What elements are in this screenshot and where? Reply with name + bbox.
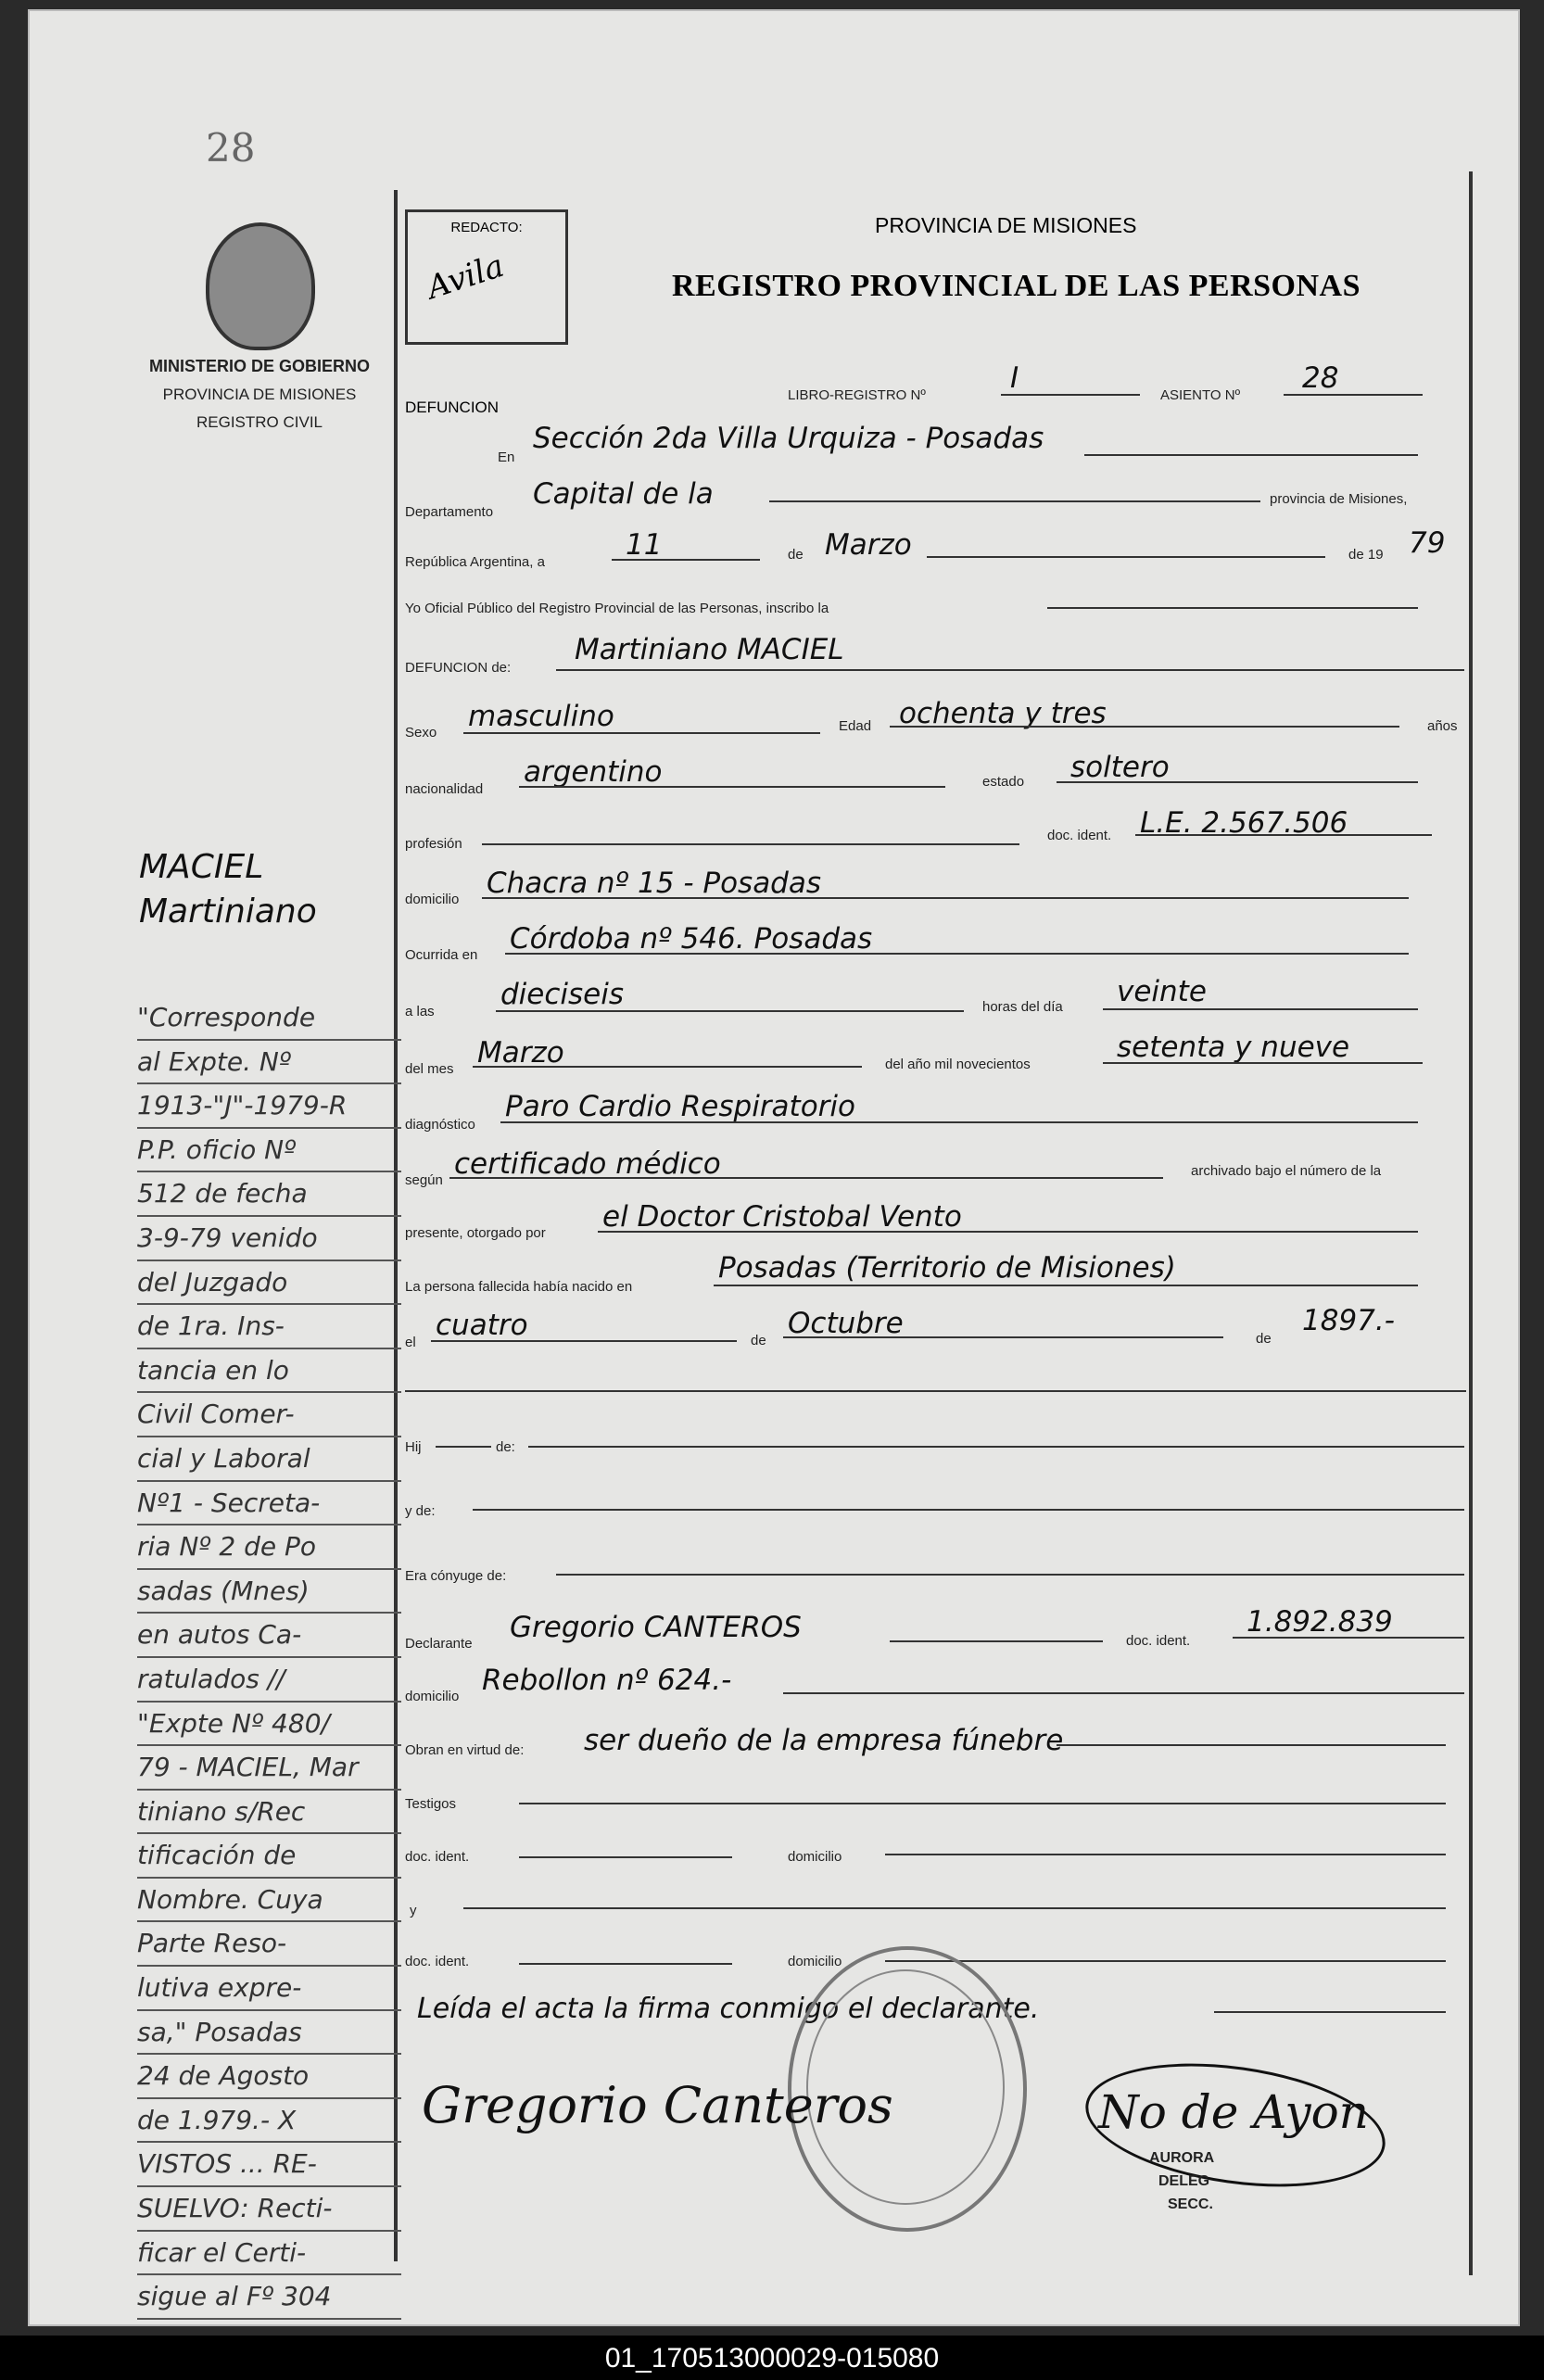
diagnostico-line [500, 1121, 1418, 1123]
margin-note-line: Civil Comer- [137, 1393, 401, 1437]
segun-line [449, 1177, 1163, 1179]
hij-label: Hij [405, 1439, 422, 1455]
mes-value: Marzo [825, 528, 912, 562]
asiento-line [1284, 394, 1423, 396]
margin-note-line: al Expte. Nº [137, 1041, 401, 1085]
hij-line [436, 1446, 491, 1448]
republica-label: República Argentina, a [405, 554, 545, 570]
stamp-text-1: AURORA [1149, 2150, 1215, 2166]
margin-note-line: SUELVO: Recti- [137, 2187, 401, 2232]
stamp-text-3: SECC. [1168, 2196, 1213, 2212]
asiento-value: 28 [1302, 361, 1339, 395]
doc-value: L.E. 2.567.506 [1140, 806, 1348, 840]
margin-note-line: 79 - MACIEL, Mar [137, 1746, 401, 1791]
mes-line [927, 556, 1325, 558]
el-line [431, 1340, 737, 1342]
dom2-line [783, 1692, 1464, 1694]
blank-line-1 [405, 1390, 1466, 1392]
doc3-line [519, 1856, 732, 1858]
horas-value: veinte [1117, 975, 1207, 1008]
sexo-value: masculino [468, 700, 614, 733]
presente-value: el Doctor Cristobal Vento [602, 1200, 962, 1234]
testigos-line [519, 1803, 1446, 1804]
delmes-value: Marzo [477, 1036, 564, 1070]
doc4-label: doc. ident. [405, 1954, 470, 1969]
conyuge-label: Era cónyuge de: [405, 1568, 507, 1584]
declarante-line [890, 1640, 1103, 1642]
margin-note-line: en autos Ca- [137, 1614, 401, 1658]
de3-label: de [1256, 1331, 1272, 1347]
margin-note-line: cial y Laboral [137, 1437, 401, 1482]
dom4-line [885, 1960, 1446, 1962]
margin-note-line: de 1.979.- X [137, 2099, 401, 2144]
margin-note-line: tancia en lo [137, 1349, 401, 1394]
defuncion-label: DEFUNCION de: [405, 660, 512, 676]
domicilio-line [482, 897, 1409, 899]
estado-label: estado [982, 774, 1025, 790]
delanio-label: del año mil novecientos [885, 1057, 1031, 1072]
archivado-label: archivado bajo el número de la [1191, 1163, 1382, 1179]
el-label: el [405, 1335, 416, 1350]
yde-label: y de: [405, 1503, 436, 1519]
de4-line [528, 1446, 1464, 1448]
margin-note-line: Nombre. Cuya [137, 1879, 401, 1923]
asiento-label: ASIENTO Nº [1160, 387, 1241, 403]
declarante-label: Declarante [405, 1636, 473, 1652]
margin-note-line: Parte Reso- [137, 1922, 401, 1967]
dom4-label: domicilio [788, 1954, 842, 1969]
ocurrida-value: Córdoba nº 546. Posadas [510, 922, 873, 956]
testigos-label: Testigos [405, 1796, 457, 1812]
de2-value: Octubre [788, 1307, 904, 1340]
profesion-line [482, 843, 1019, 845]
ocurrida-line [505, 953, 1409, 955]
nacido-value: Posadas (Territorio de Misiones) [718, 1251, 1176, 1285]
depto-line [769, 500, 1260, 502]
horas-label: horas del día [982, 999, 1063, 1015]
en-label: En [498, 449, 515, 465]
leida-line [1214, 2011, 1446, 2013]
diagnostico-label: diagnóstico [405, 1117, 475, 1133]
en-line [1084, 454, 1418, 456]
margin-note [137, 996, 401, 2320]
estado-value: soltero [1070, 751, 1170, 784]
obran-label: Obran en virtud de: [405, 1742, 525, 1758]
doc3-label: doc. ident. [405, 1849, 470, 1865]
margin-note-line: VISTOS ... RE- [137, 2143, 401, 2187]
defuncion-value: Martiniano MACIEL [575, 633, 844, 666]
footer-id: 01_170513000029-015080 [604, 2343, 940, 2374]
provincia-label: provincia de Misiones, [1270, 491, 1408, 507]
province-heading: PROVINCIA DE MISIONES [875, 213, 1137, 237]
el-value: cuatro [436, 1309, 528, 1342]
margin-note-line: 24 de Agosto [137, 2055, 401, 2099]
edad-value: ochenta y tres [899, 697, 1107, 730]
registry-title: REGISTRO PROVINCIAL DE LAS PERSONAS [672, 269, 1360, 303]
de-label: de [788, 547, 804, 563]
page-number: 28 [206, 125, 256, 171]
libro-value: I [1010, 361, 1019, 395]
ministry-header [139, 357, 380, 441]
margin-note-line: sigue al Fº 304 [137, 2275, 401, 2320]
stamp-text-2: DELEG [1158, 2173, 1210, 2189]
ministry-line-3: REGISTRO CIVIL [196, 413, 323, 431]
margin-name-line-1: MACIEL [139, 848, 264, 886]
nacido-label: La persona fallecida había nacido en [405, 1279, 633, 1295]
right-border-line [1469, 171, 1473, 2275]
dom3-line [885, 1854, 1446, 1855]
profesion-label: profesión [405, 836, 462, 852]
doc-line [1135, 834, 1432, 836]
conyuge-line [556, 1574, 1464, 1576]
redacto-label: REDACTO: [450, 220, 523, 235]
obran-value: ser dueño de la empresa fúnebre [584, 1724, 1064, 1757]
leida-value: Leída el acta la firma conmigo el declarante. [417, 1993, 1040, 2025]
yde-line [473, 1509, 1464, 1511]
sexo-label: Sexo [405, 725, 437, 741]
y-line [463, 1907, 1446, 1909]
margin-note-line: P.P. oficio Nº [137, 1129, 401, 1173]
margin-note-line: sa," Posadas [137, 2011, 401, 2056]
margin-note-line: Nº1 - Secreta- [137, 1482, 401, 1526]
presente-label: presente, otorgado por [405, 1225, 546, 1241]
margin-note-line: del Juzgado [137, 1261, 401, 1306]
edad-label: Edad [839, 718, 872, 734]
declarante-signature: Gregorio Canteros [422, 2076, 893, 2134]
delanio-value: setenta y nueve [1117, 1031, 1350, 1064]
dom2-label: domicilio [405, 1689, 460, 1704]
anio-label: de 19 [1348, 547, 1384, 563]
official-signature: No de Ayon [1098, 2085, 1369, 2139]
dia-line [612, 559, 760, 561]
sexo-line [463, 732, 820, 734]
margin-note-line: ratulados // [137, 1658, 401, 1703]
margin-note-line: 3-9-79 venido [137, 1217, 401, 1261]
depto-value: Capital de la [533, 477, 714, 511]
margin-note-line: ficar el Certi- [137, 2232, 401, 2276]
horas-line [1103, 1008, 1418, 1010]
nacionalidad-label: nacionalidad [405, 781, 484, 797]
anos-label: años [1427, 718, 1458, 734]
dia-value: 11 [626, 528, 663, 562]
dom3-label: domicilio [788, 1849, 842, 1865]
alas-line [496, 1010, 964, 1012]
libro-label: LIBRO-REGISTRO Nº [788, 387, 926, 403]
de2-label: de [751, 1333, 766, 1348]
ministry-line-2: PROVINCIA DE MISIONES [162, 386, 357, 403]
en-value: Sección 2da Villa Urquiza - Posadas [533, 422, 1044, 455]
margin-note-line: "Expte Nº 480/ [137, 1703, 401, 1747]
margin-note-line: 512 de fecha [137, 1172, 401, 1217]
margin-note-line: ria Nº 2 de Po [137, 1525, 401, 1570]
dom2-value: Rebollon nº 624.- [482, 1664, 732, 1697]
anio-value: 79 [1409, 526, 1446, 560]
edad-line [890, 726, 1399, 728]
oficial-line [1047, 607, 1418, 609]
nacido-line [714, 1285, 1418, 1286]
delmes-label: del mes [405, 1061, 454, 1077]
estado-line [1057, 781, 1418, 783]
de2-line [783, 1336, 1223, 1338]
coat-of-arms-seal [206, 222, 315, 350]
presente-line [598, 1231, 1418, 1233]
nacionalidad-line [519, 786, 945, 788]
margin-note-line: lutiva expre- [137, 1967, 401, 2011]
redacto-signature: Avila [422, 247, 509, 308]
de4-label: de: [496, 1439, 515, 1455]
nacionalidad-value: argentino [524, 755, 663, 789]
doc-label: doc. ident. [1047, 828, 1112, 843]
delanio-line [1103, 1062, 1423, 1064]
segun-label: según [405, 1172, 443, 1188]
oficial-label: Yo Oficial Público del Registro Provincial de las Personas, inscribo la [405, 601, 829, 616]
defuncion-line [556, 669, 1464, 671]
margin-note-line: de 1ra. Ins- [137, 1305, 401, 1349]
doc2-line [1233, 1637, 1464, 1639]
domicilio-value: Chacra nº 15 - Posadas [487, 867, 822, 900]
alas-value: dieciseis [500, 978, 625, 1011]
record-type: DEFUNCION [405, 399, 500, 416]
margin-note-line: sadas (Mnes) [137, 1570, 401, 1614]
margin-note-line: tificación de [137, 1834, 401, 1879]
domicilio-label: domicilio [405, 892, 460, 907]
doc2-value: 1.892.839 [1247, 1605, 1393, 1639]
delmes-line [473, 1066, 862, 1068]
diagnostico-value: Paro Cardio Respiratorio [505, 1090, 855, 1123]
margin-name [139, 845, 317, 934]
alas-label: a las [405, 1004, 435, 1019]
segun-value: certificado médico [454, 1147, 721, 1181]
ocurrida-label: Ocurrida en [405, 947, 478, 963]
margin-name-line-2: Martiniano [139, 892, 317, 930]
doc4-line [519, 1963, 732, 1965]
margin-note-line: tiniano s/Rec [137, 1791, 401, 1835]
de3-value: 1897.- [1302, 1304, 1395, 1337]
obran-line [1057, 1744, 1446, 1746]
ministry-line-1: MINISTERIO DE GOBIERNO [148, 357, 371, 375]
declarante-value: Gregorio CANTEROS [510, 1611, 802, 1644]
redacto-box [405, 209, 568, 345]
footer-bar [0, 2336, 1544, 2380]
margin-note-line: "Corresponde [137, 996, 401, 1041]
y-label: y [410, 1903, 417, 1918]
doc2-label: doc. ident. [1126, 1633, 1191, 1649]
margin-note-line: 1913-"J"-1979-R [137, 1084, 401, 1129]
libro-line [1001, 394, 1140, 396]
depto-label: Departamento [405, 504, 494, 520]
